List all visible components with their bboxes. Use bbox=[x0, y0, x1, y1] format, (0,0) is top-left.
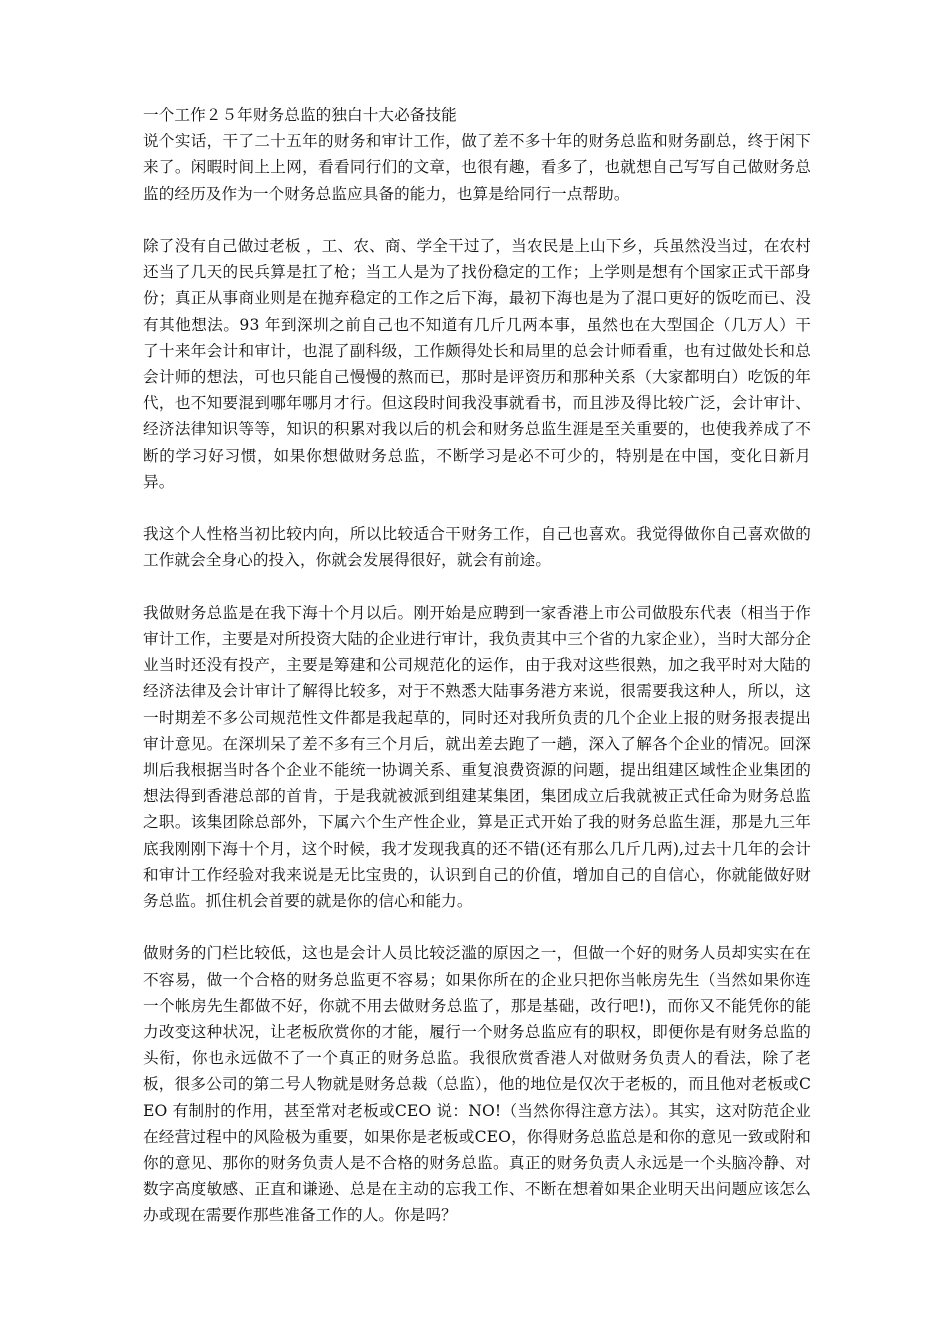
document-page bbox=[143, 102, 811, 1255]
paragraph-role-of-cfo: 做财务的门栏比较低，这也是会计人员比较泛滥的原因之一，但做一个好的财务人员却实实在在不容易，做一个合格的财务总监更不容易；如果你所在的企业只把你当帐房先生（当然如果你连一个帐房先生都做不好，你就不用去做财务总监了，那是基础，改行吧!)，而你又不能凭你的能力改变这种状况，让老板欣赏你的才能，履行一个财务总监应有的职权，即便你是有财务总监的头衔，你也永远做不了一个真正的财务总监。我很欣赏香港人对做财务负责人的看法，除了老板，很多公司的第二号人物就是财务总裁（总监），他的地位是仅次于老板的，而且他对老板或CEO 有制肘的作用，甚至常对老板或CEO 说：NO!（当然你得注意方法）。其实，这对防范企业在经营过程中的风险极为重要，如果你是老板或CEO，你得财务总监总是和你的意见一致或附和你的意见、那你的财务负责人是不合格的财务总监。真正的财务负责人永远是一个头脑冷静、对数字高度敏感、正直和谦逊、总是在主动的忘我工作、不断在想着如果企业明天出问题应该怎么办或现在需要作那些准备工作的人。你是吗？ bbox=[143, 944, 811, 1225]
document-title: 一个工作２５年财务总监的独白十大必备技能 bbox=[143, 106, 457, 124]
paragraph-background: 除了没有自己做过老板 ，工、农、商、学全干过了，当农民是上山下乡，兵虽然没当过，在农村还当了几天的民兵算是扛了枪；当工人是为了找份稳定的工作；上学则是想有个国家正式干部身份；真正从事商业则是在抛弃稳定的工作之后下海，最初下海也是为了混口更好的饭吃而已、没有其他想法。93 年到深圳之前自己也不知道有几斤几两本事，虽然也在大型国企（几万人）干了十来年会计和审计，也混了副科级，工作颇得处长和局里的总会计师看重，也有过做处长和总会计师的想法，可也只能自己慢慢的熬而已，那时是评资历和那种关系（大家都明白）吃饭的年代，也不知要混到哪年哪月才行。但这段时间我没事就看书，而且涉及得比较广泛，会计审计、经济法律知识等等，知识的积累对我以后的机会和财务总监生涯是至关重要的，也使我养成了不断的学习好习惯，如果你想做财务总监，不断学习是必不可少的，特别是在中国，变化日新月异。 bbox=[143, 237, 811, 491]
paragraph-personality: 我这个人性格当初比较内向，所以比较适合干财务工作，自己也喜欢。我觉得做你自己喜欢做的工作就会全身心的投入，你就会发展得很好，就会有前途。 bbox=[143, 525, 811, 570]
paragraph-career-start: 我做财务总监是在我下海十个月以后。刚开始是应聘到一家香港上市公司做股东代表（相当于作审计工作，主要是对所投资大陆的企业进行审计，我负责其中三个省的九家企业），当时大部分企业当时还没有投产，主要是筹建和公司规范化的运作，由于我对这些很熟，加之我平时对大陆的经济法律及会计审计了解得比较多，对于不熟悉大陆事务港方来说，很需要我这种人，所以，这一时期差不多公司规范性文件都是我起草的，同时还对我所负责的几个企业上报的财务报表提出审计意见。在深圳呆了差不多有三个月后，就出差去跑了一趟，深入了解各个企业的情况。回深圳后我根据当时各个企业不能统一协调关系、重复浪费资源的问题，提出组建区域性企业集团的想法得到香港总部的首肯，于是我就被派到组建某集团，集团成立后我就被正式任命为财务总监之职。该集团除总部外，下属六个生产性企业，算是正式开始了我的财务总监生涯，那是九三年底我刚刚下海十个月，这个时候，我才发现我真的还不错(还有那么几斤几两),过去十几年的会计和审计工作经验对我来说是无比宝贵的，认识到自己的价值，增加自己的自信心，你就能做好财务总监。抓住机会首要的就是你的信心和能力。 bbox=[143, 603, 811, 911]
paragraph-intro: 说个实话，干了二十五年的财务和审计工作，做了差不多十年的财务总监和财务副总，终于闲下来了。闲暇时间上上网，看看同行们的文章，也很有趣，看多了，也就想自己写写自己做财务总监的经历及作为一个财务总监应具备的能力，也算是给同行一点帮助。 bbox=[143, 132, 811, 203]
